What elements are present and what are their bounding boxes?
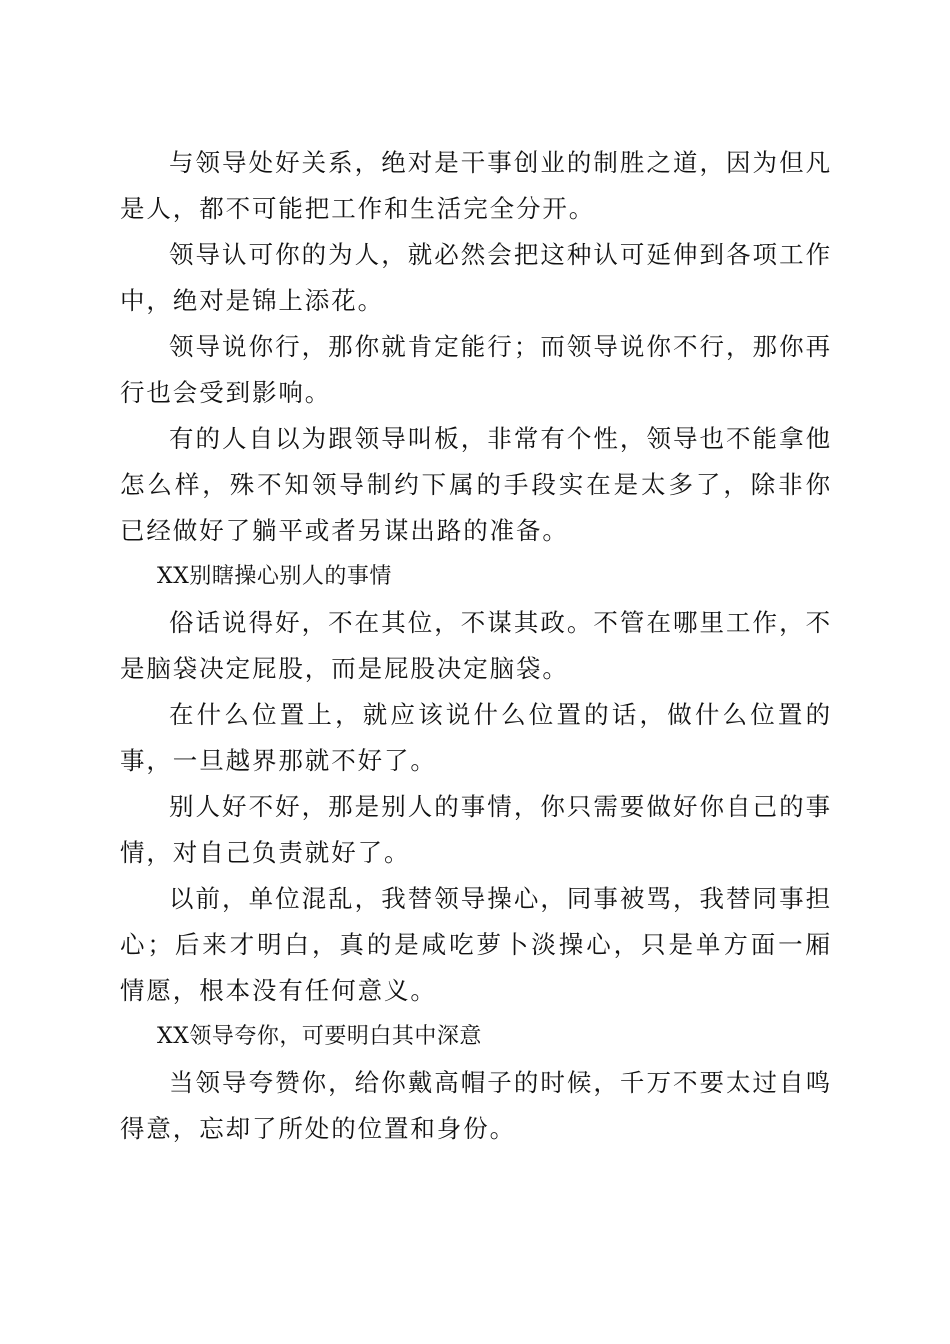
section-heading: XX别瞎操心别人的事情 [157,564,392,589]
paragraph: 俗话说得好，不在其位，不谋其政。不管在哪里工作，不是脑袋决定屁股，而是屁股决定脑袋。 [120,608,832,683]
paragraph: 有的人自以为跟领导叫板，非常有个性，领导也不能拿他怎么样，殊不知领导制约下属的手段实在是太多了，除非你已经做好了躺平或者另谋出路的准备。 [120,424,832,545]
paragraph: 领导说你行，那你就肯定能行；而领导说你不行，那你再行也会受到影响。 [120,332,832,407]
paragraph: 以前，单位混乱，我替领导操心，同事被骂，我替同事担心；后来才明白，真的是咸吃萝卜淡操心，只是单方面一厢情愿，根本没有任何意义。 [120,884,832,1005]
paragraph: 当领导夸赞你，给你戴高帽子的时候，千万不要太过自鸣得意，忘却了所处的位置和身份。 [120,1068,832,1143]
document-body [120,140,832,1152]
paragraph: 在什么位置上，就应该说什么位置的话，做什么位置的事，一旦越界那就不好了。 [120,700,832,775]
paragraph: 与领导处好关系，绝对是干事创业的制胜之道，因为但凡是人，都不可能把工作和生活完全分开。 [120,148,832,223]
paragraph: 别人好不好，那是别人的事情，你只需要做好你自己的事情，对自己负责就好了。 [120,792,832,867]
paragraph: 领导认可你的为人，就必然会把这种认可延伸到各项工作中，绝对是锦上添花。 [120,240,832,315]
section-heading: XX领导夸你，可要明白其中深意 [157,1024,482,1049]
